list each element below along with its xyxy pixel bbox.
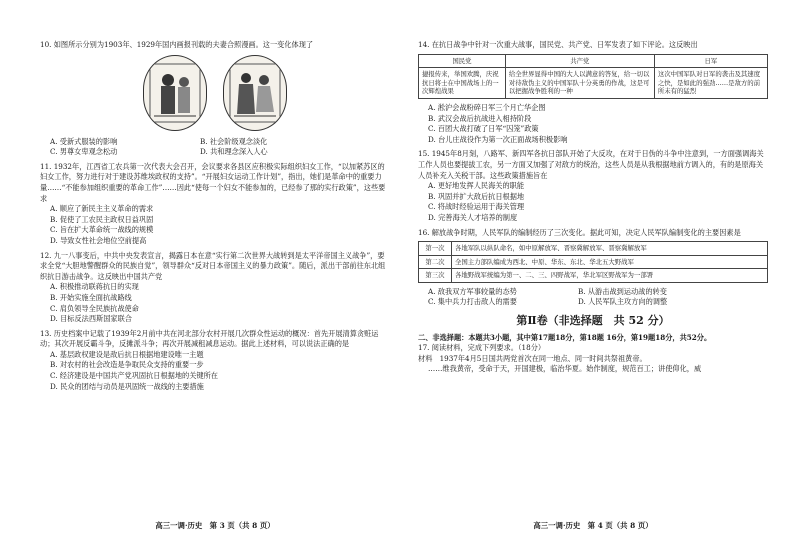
option-b: B. 社会阶级观念淡化 [200, 136, 268, 146]
option-b: B. 巩固并扩大敌后抗日根据地 [428, 191, 525, 201]
question-11 [40, 162, 390, 247]
question-10 [40, 40, 390, 158]
table-cell: 捷报传来，举国欢腾，庆祝抗日将士在中国战场上的一次辉煌战果 [419, 68, 506, 99]
option-b: B. 武汉会战后抗战进入相持阶段 [428, 113, 532, 123]
material-quote: ……维我黄帝，受命于天，开国建极，临治华夏。始作制度，规范百工；讲使仰化，威 [428, 364, 702, 374]
option-a: A. 顺应了新民主主义革命的需求 [50, 204, 154, 214]
section-title: 第Ⅱ卷（非选择题 共 52 分） [516, 314, 670, 328]
option-d: D. 导致女性社会地位空前提高 [50, 235, 147, 245]
question-16 [418, 228, 768, 309]
table-header: 国民党 [419, 54, 506, 68]
option-c: C. 肩负领导全民族抗战使命 [50, 303, 139, 313]
table-cell: 给全世界显得中国的大人以满意的答复，给一切以对待敌伪主义的中国军队十分英勇的作战，这是可以把握战争胜利的一种 [505, 68, 654, 99]
cartoon-figures [40, 55, 390, 131]
question-stem: 10. 如图所示分别为1903年、1929年国内画报刊载的夫妻合照漫画。这一变化体现了 [40, 40, 314, 49]
table-cell: 第三次 [419, 269, 452, 283]
question-stem: 12. 九一八事变后，中共中央发表宣言，揭露日本在意“实行第二次世界大战转到是太平洋帝国主义战争”，要求全党“大胆地警醒群众的民族自觉”，领导群众“反对日本帝国主义的暴力政策”。随后，派出干部前往东北组织抗日游击战争。这反映出中国共产党 [40, 250, 386, 281]
option-c: C. 旨在扩大革命统一战线的规模 [50, 225, 154, 235]
option-a: A. 淞沪会战粉碎日军三个月亡华企图 [428, 102, 546, 112]
question-17 [418, 343, 768, 375]
option-d: D. 人民军队主攻方向的调整 [578, 297, 668, 307]
question-stem: 11. 1932年，江西省工农兵第一次代表大会召开，会议要求各县区应积极实际组织妇女工作，“以加紧苏区的妇女工作，努力进行对于建设苏维埃政权的支持”。“开展妇女运动工作计划”，指出，她们是革命中的重要力量……“不能参加组织重要的革命工作”……因此“使每一个妇女不能参加的，已经参了那的实行政策”，这些要求 [40, 161, 386, 203]
left-page [40, 40, 390, 396]
option-b: B. 促使了工农民主政权日益巩固 [50, 214, 154, 224]
option-a: A. 敌我双方军事较量的态势 [428, 286, 517, 296]
table-header: 共产党 [505, 54, 654, 68]
option-a: A. 受新式服装的影响 [50, 136, 118, 146]
cartoon-1903-image [143, 55, 207, 131]
page-footer-left: 高三一调·历史 第 3 页（共 8 页） [155, 521, 275, 530]
question-stem: 15. 1945年8月刻，八路军、新四军各抗日部队开始了大反攻，在对于日伪的斗争中注意到，一方面强调海关工作人员也要提拔工农，另一方面又加强了对敌方的统治，这些人员是从我根据地前方调入的，有的是原海关人员补充入关税干部。这些政策措施旨在 [418, 149, 764, 180]
question-15 [418, 149, 768, 223]
question-stem: 16. 解放战争时期，人民军队的编制经历了三次变化。据此可知，决定人民军队编制变化的主要因素是 [418, 227, 741, 237]
option-a: A. 更好地发挥人民海关的职能 [428, 181, 525, 191]
option-b: B. 开始实施全面抗战路线 [50, 292, 132, 302]
table-cell: 第一次 [419, 242, 452, 256]
commentary-table [418, 54, 768, 99]
option-c: C. 经济建设是中国共产党巩固抗日根据地的关键所在 [50, 371, 218, 381]
option-c: C. 集中兵力打击敌人的需要 [428, 297, 517, 307]
option-a: A. 基层政权建设是敌后抗日根据地建设唯一主题 [50, 349, 204, 359]
table-header: 日军 [654, 54, 767, 68]
right-page [418, 40, 768, 379]
option-c: C. 百团大战打破了日军“囚笼”政策 [428, 124, 539, 134]
cartoon-1929-image [223, 55, 287, 131]
option-b: B. 对农村的社会改造是争取民众支持的重要一步 [50, 360, 204, 370]
option-d: D. 民众的团结与动员是巩固统一战线的主要措施 [50, 381, 204, 391]
table-cell: 各地野战军统编为第一、二、三、四野战军，华北军区野战军为一部署 [452, 269, 768, 283]
option-d: D. 台儿庄战役作为第一次正面战场积极影响 [428, 134, 568, 144]
table-cell: 全国主力部队编成为西北、中原、华东、东北、华北五大野战军 [452, 255, 768, 269]
option-c: C. 将战时经验运用于海关管理 [428, 202, 525, 212]
question-stem: 17. 阅读材料，完成下列要求。（18分） [418, 343, 546, 353]
section-instruction: 二、非选择题：本题共3小题，其中第17题18分，第18题 16分，第19题18分，共52分。 [418, 332, 712, 342]
question-stem: 13. 历史档案中记载了1939年2月前中共在河北部分农村开展几次群众性运动的概况：首先开展清算贪赃运动；其次开展反霸斗争，反摊派斗争；再次开展减租减息运动。据此上述材料，可以说法正确的是 [40, 328, 379, 349]
question-13 [40, 329, 390, 393]
option-a: A. 积极推动联蒋抗日的实现 [50, 282, 139, 292]
material-text: 材料 1937年4月5日国共两党首次在同一地点、同一时间共祭祖黄帝。 [418, 353, 647, 363]
question-14 [418, 40, 768, 145]
page-footer-right: 高三一调·历史 第 4 页（共 8 页） [533, 521, 653, 530]
option-c: C. 男尊女卑观念松动 [50, 147, 118, 157]
table-cell: 这次中国军队对日军的袭击及其速度之快，是如此的强劲……是敌方的前所未有的猛烈 [654, 68, 767, 99]
option-d: D. 完善海关人才培养的制度 [428, 212, 518, 222]
option-b: B. 从游击战到运动战的转变 [578, 286, 667, 296]
option-d: D. 共和理念深入人心 [200, 147, 268, 157]
question-12 [40, 251, 390, 325]
option-d: D. 目标反法西斯国家联合 [50, 314, 132, 324]
table-cell: 第二次 [419, 255, 452, 269]
question-stem: 14. 在抗日战争中针对一次重大战事，国民党、共产党、日军发表了如下评论。这反映出 [418, 40, 698, 49]
table-cell: 各地军队以纵队命名，如中原解放军、晋察冀解放军、晋察冀解放军 [452, 242, 768, 256]
army-reorganization-table [418, 241, 768, 283]
